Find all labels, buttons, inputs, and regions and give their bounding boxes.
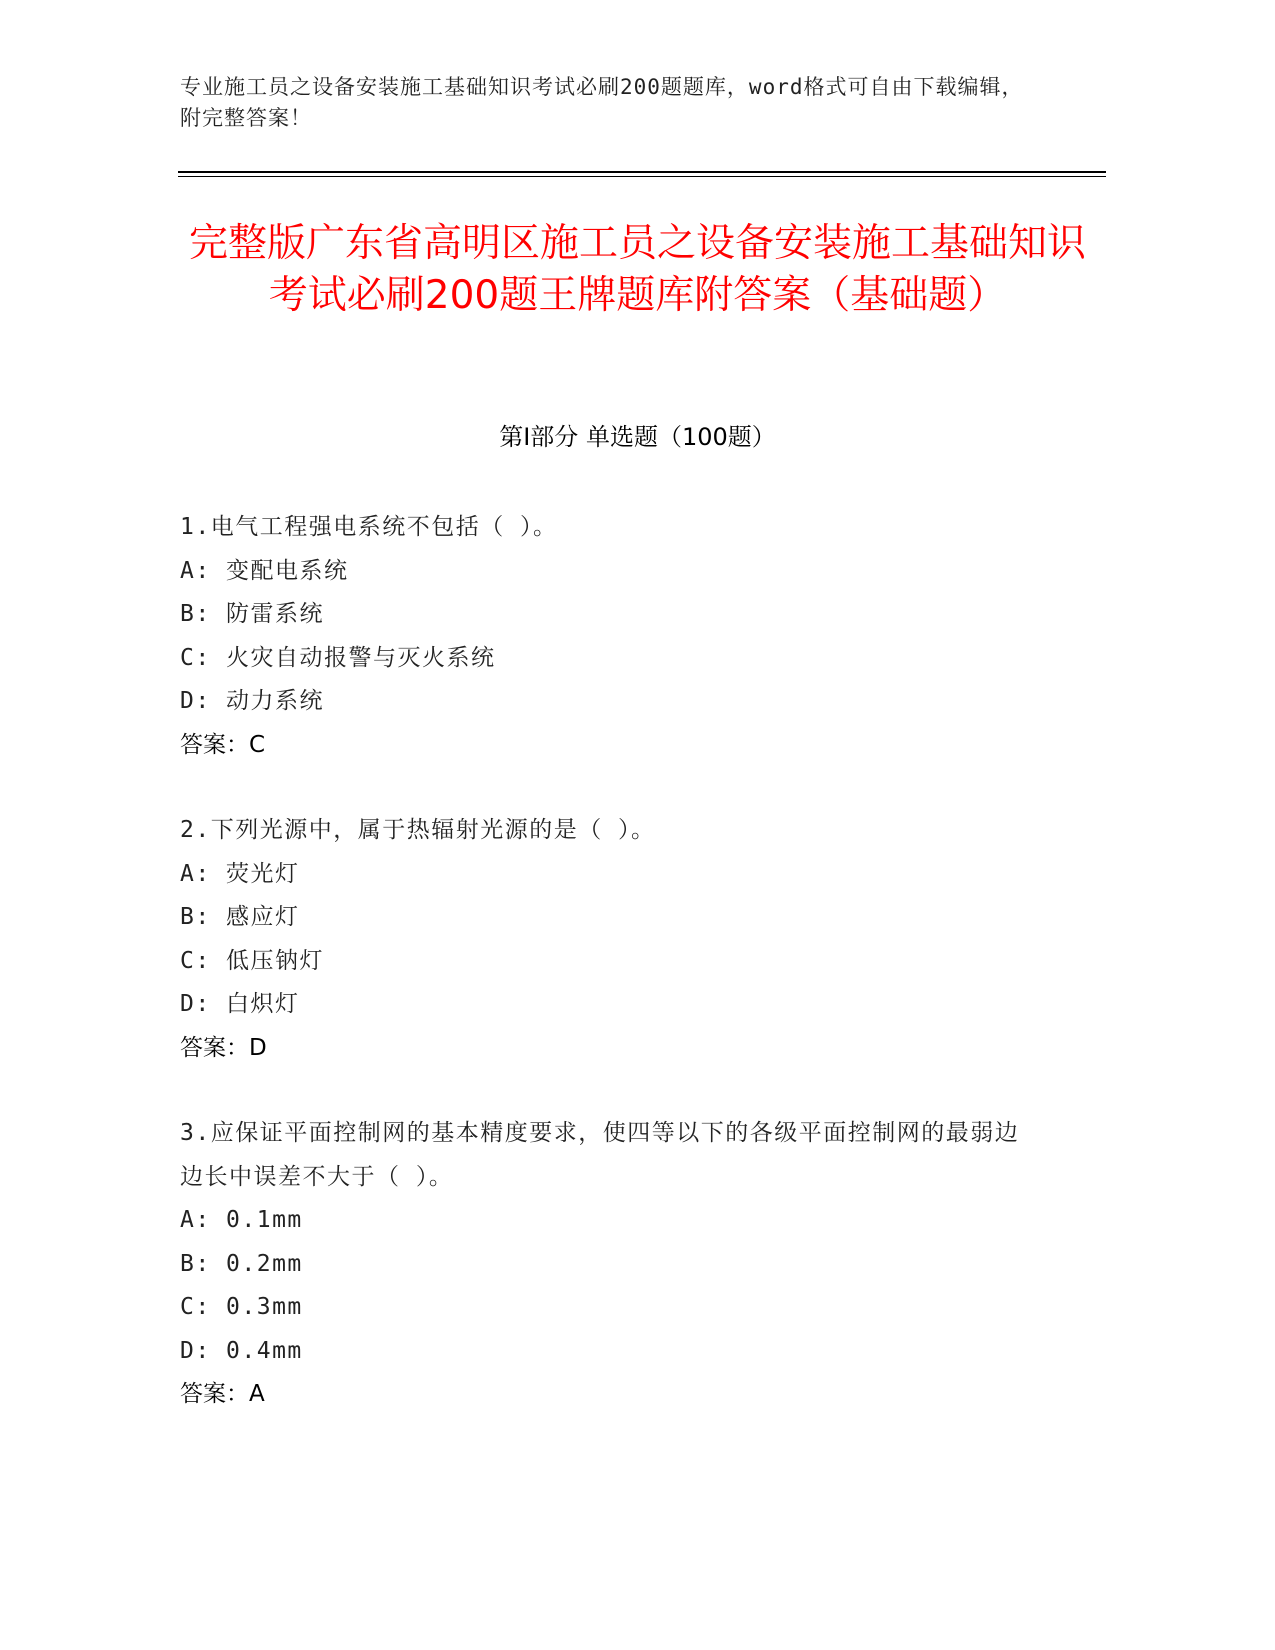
document-title: 完整版广东省高明区施工员之设备安装施工基础知识考试必刷200题王牌题库附答案（基础题）	[188, 221, 1086, 318]
option-d: D: 白炽灯	[180, 991, 300, 1017]
option-a: A: 变配电系统	[180, 557, 349, 584]
question-item	[180, 1112, 1080, 1417]
answer-line: 答案：D	[180, 1034, 267, 1061]
question-list	[180, 506, 1080, 1459]
answer-line: 答案：A	[180, 1381, 265, 1407]
option-b: B: 0.2mm	[180, 1250, 303, 1277]
option-c: C: 低压钠灯	[180, 947, 325, 974]
option-d: D: 0.4mm	[180, 1337, 303, 1364]
option-a: A: 0.1mm	[180, 1207, 303, 1233]
section-title: 第Ⅰ部分 单选题（100题）	[499, 423, 776, 451]
header-note: 专业施工员之设备安装施工基础知识考试必刷200题题库，word格式可自由下载编辑，附完整答案！	[180, 75, 1024, 130]
option-b: B: 感应灯	[180, 904, 300, 930]
question-stem: 2.下列光源中，属于热辐射光源的是（ ）。	[180, 817, 656, 843]
header-divider-thin	[178, 176, 1106, 177]
question-stem: 1.电气工程强电系统不包括（ ）。	[180, 514, 558, 540]
option-c: C: 火灾自动报警与灭火系统	[180, 644, 496, 671]
option-c: C: 0.3mm	[180, 1294, 303, 1320]
option-a: A: 荧光灯	[180, 860, 300, 887]
option-d: D: 动力系统	[180, 688, 325, 714]
header-divider-thick	[178, 171, 1106, 173]
question-item	[180, 809, 1080, 1070]
answer-line: 答案：C	[180, 731, 266, 758]
question-stem: 3.应保证平面控制网的基本精度要求，使四等以下的各级平面控制网的最弱边边长中误差不大于（ ）。	[180, 1120, 1020, 1190]
question-item	[180, 506, 1080, 767]
option-b: B: 防雷系统	[180, 601, 325, 627]
